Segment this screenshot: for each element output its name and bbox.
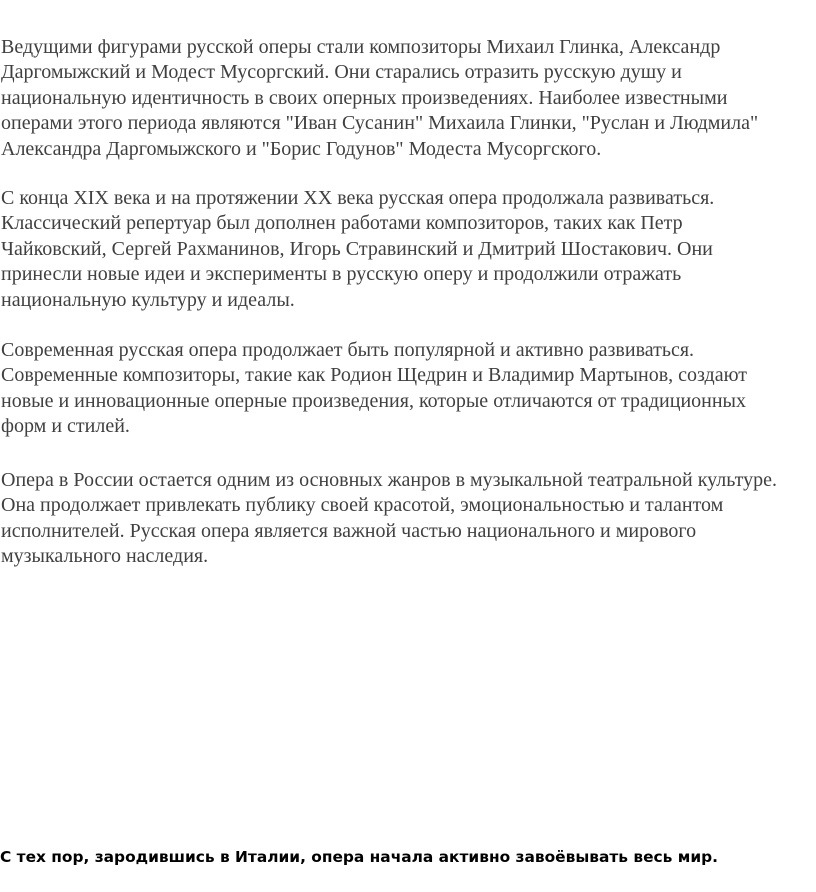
footer-caption: С тех пор, зародившись в Италии, опера начала активно завоёвывать весь мир. — [0, 848, 718, 866]
paragraph-line: Ведущими фигурами русской оперы стали композиторы Михаил Глинка, Александр — [1, 36, 721, 58]
paragraph-line: Классический репертуар был дополнен работами композиторов, таких как Петр — [1, 212, 683, 235]
paragraph-line: музыкального наследия. — [1, 545, 209, 568]
paragraph-line: С конца XIX века и на протяжении XX века русская опера продолжала развиваться. — [1, 187, 715, 209]
paragraph-modern-opera — [1, 338, 813, 440]
paragraph-line: форм и стилей. — [1, 415, 130, 438]
paragraph-xix-xx-century — [1, 186, 813, 313]
paragraph-opera-in-russia — [1, 468, 813, 570]
paragraph-line: Современная русская опера продолжает быть популярной и активно развиваться. — [1, 339, 695, 361]
paragraph-line: новые и инновационные оперные произведения, которые отличаются от традиционных — [1, 389, 746, 412]
paragraph-line: Александра Даргомыжского и "Борис Годунов" Модеста Мусоргского. — [1, 137, 602, 160]
paragraph-line: Чайковский, Сергей Рахманинов, Игорь Стравинский и Дмитрий Шостакович. Они — [1, 237, 713, 260]
paragraph-line: Она продолжает привлекать публику своей красотой, эмоциональностью и талантом — [1, 494, 724, 517]
paragraph-composers — [1, 35, 813, 162]
paragraph-line: принесли новые идеи и эксперименты в русскую оперу и продолжили отражать — [1, 263, 682, 286]
paragraph-line: национальную идентичность в своих оперных произведениях. Наиболее известными — [1, 86, 728, 109]
paragraph-line: Даргомыжский и Модест Мусоргский. Они старались отразить русскую душу и — [1, 61, 682, 84]
paragraph-line: Современные композиторы, такие как Родион Щедрин и Владимир Мартынов, создают — [1, 364, 748, 387]
paragraph-line: Опера в России остается одним из основных жанров в музыкальной театральной культуре. — [1, 469, 777, 491]
paragraph-line: операми этого периода являются "Иван Сусанин" Михаила Глинки, "Руслан и Людмила" — [1, 112, 759, 135]
paragraph-line: исполнителей. Русская опера является важной частью национального и мирового — [1, 519, 697, 542]
paragraph-line: национальную культуру и идеалы. — [1, 288, 295, 311]
